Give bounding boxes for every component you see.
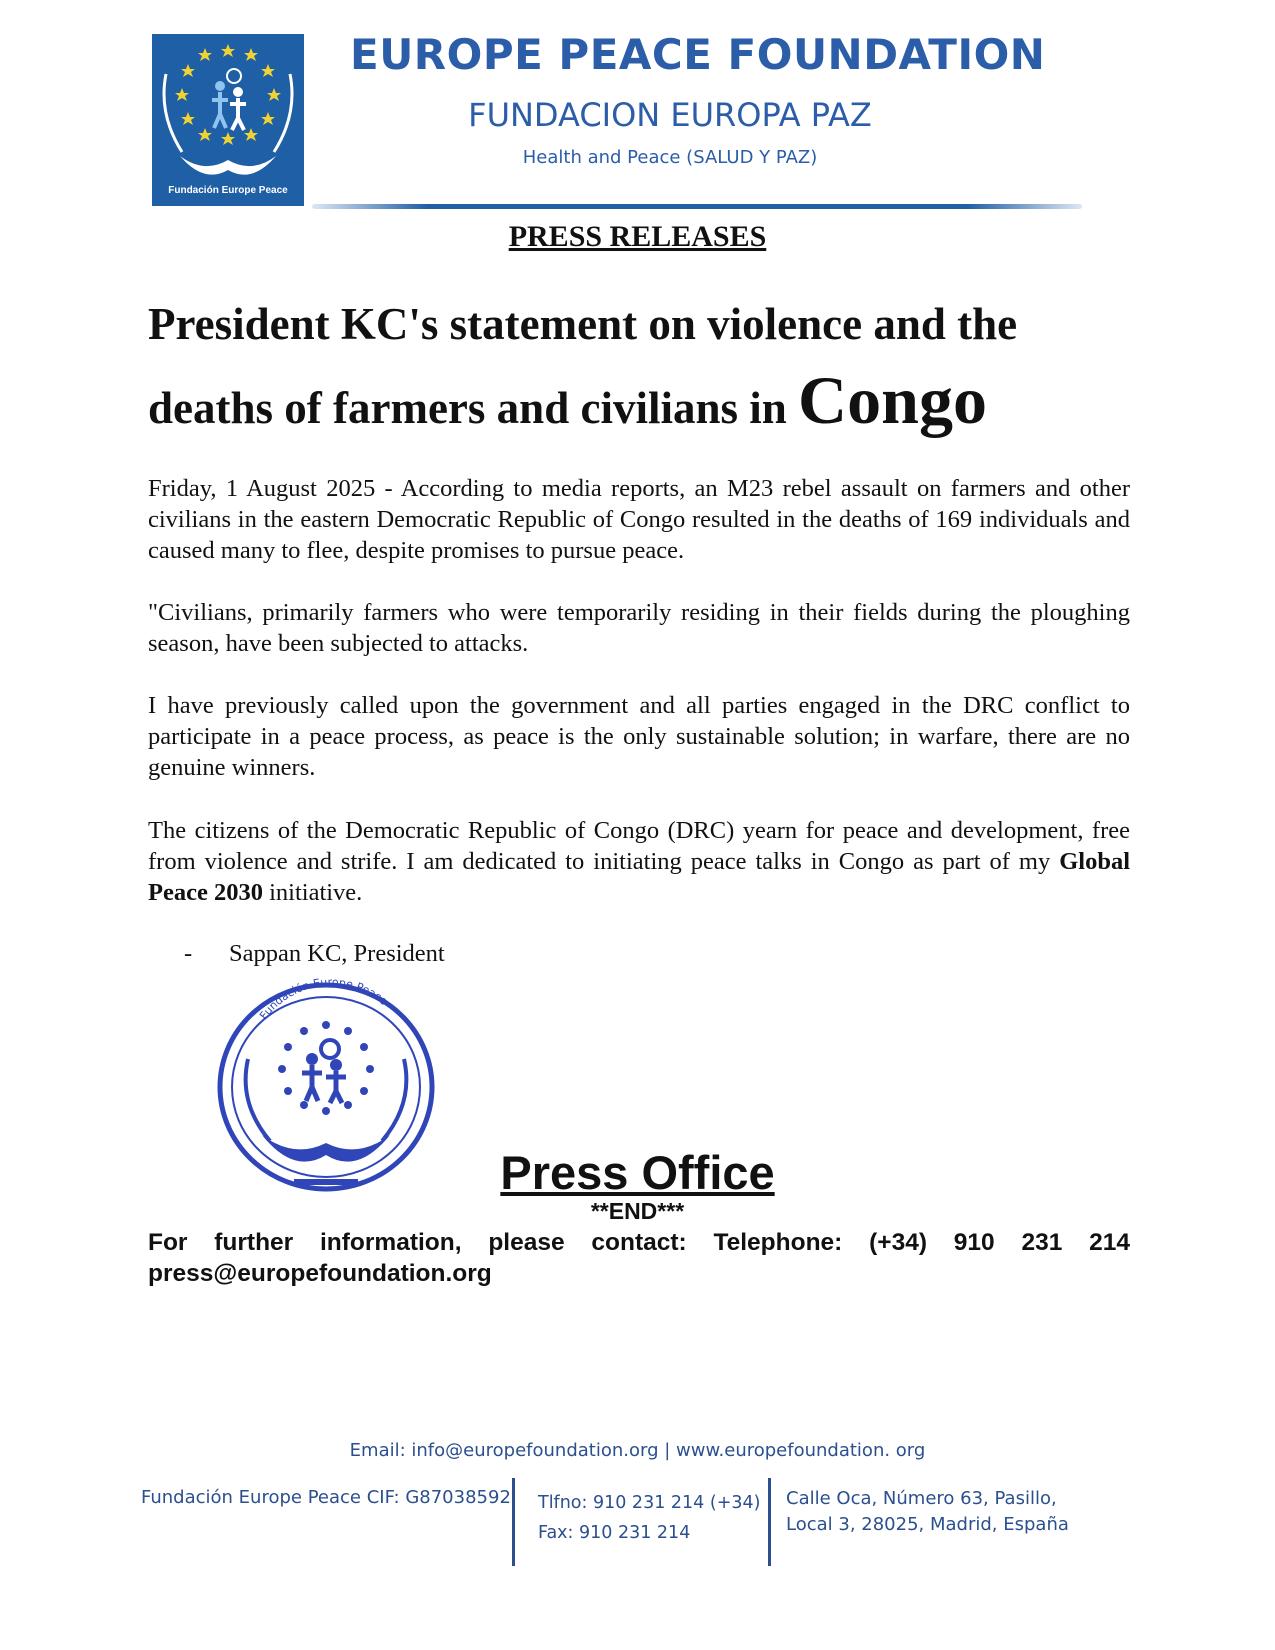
footer-phone: Tlfno: 910 231 214 (+34) (538, 1493, 761, 1513)
footer-fax: Fax: 910 231 214 (538, 1523, 691, 1543)
footer-address-line-1: Calle Oca, Número 63, Pasillo, (786, 1488, 1057, 1509)
contact-email: press@europefoundation.org (148, 1260, 492, 1287)
svg-text:Fundación Europe Peace: Fundación Europe Peace (257, 975, 390, 1022)
foundation-logo-icon (152, 34, 304, 206)
press-office-title: Press Office (500, 1146, 775, 1199)
body-paragraph-4 (148, 815, 1130, 908)
body-paragraph-1: Friday, 1 August 2025 - According to media reports, an M23 rebel assault on farmers and other civilians in the eastern Democratic Republic of Congo resulted in the deaths of 169 individuals and caused many to flee, despite promises to pursue peace. (148, 475, 1130, 564)
organization-name-spanish: FUNDACION EUROPA PAZ (468, 96, 872, 134)
footer-address-block (786, 1486, 1069, 1538)
headline-line-2 (148, 362, 1128, 438)
headline-line-2-text: deaths of farmers and civilians in (148, 383, 799, 433)
section-title: PRESS RELEASES (508, 220, 767, 253)
footer-phone-block (538, 1488, 760, 1548)
initiative-name: Global Peace 2030 (148, 848, 1130, 906)
footer-divider (768, 1478, 771, 1566)
signature-dash: - (184, 940, 193, 967)
footer-email-website: Email: info@europefoundation.org | www.europefoundation. org (349, 1440, 926, 1461)
body-paragraph-2: "Civilians, primarily farmers who were temporarily residing in their fields during the ploughing season, have been subjected to attacks. (148, 599, 1130, 657)
footer-organization-cif: Fundación Europe Peace CIF: G87038592 (141, 1487, 511, 1508)
organization-tagline: Health and Peace (SALUD Y PAZ) (522, 147, 818, 168)
contact-line: For further information, please contact: Telephone: (+34) 910 231 214 (148, 1229, 1130, 1256)
headline-emphasis: Congo (798, 362, 987, 438)
signature: Sappan KC, President (229, 940, 445, 967)
logo-caption: Fundación Europe Peace (168, 185, 288, 196)
headline-line-1: President KC's statement on violence and the (148, 299, 1018, 349)
body-paragraph-3: I have previously called upon the government and all parties engaged in the DRC conflict to participate in a peace process, as peace is the only sustainable solution; in warfare, there are no genuine winners. (148, 692, 1130, 781)
body-paragraph-4-text: The citizens of the Democratic Republic of Congo (DRC) yearn for peace and development, free from violence and strife. I am dedicated to initiating peace talks in Congo as part of my (148, 817, 1130, 875)
organization-name: EUROPE PEACE FOUNDATION (350, 30, 1046, 79)
footer-divider (512, 1478, 515, 1566)
body-paragraph-4-end: initiative. (262, 879, 363, 906)
end-marker: **END*** (590, 1198, 685, 1224)
footer-address-line-2: Local 3, 28025, Madrid, España (786, 1514, 1069, 1535)
header-divider (312, 204, 1082, 209)
